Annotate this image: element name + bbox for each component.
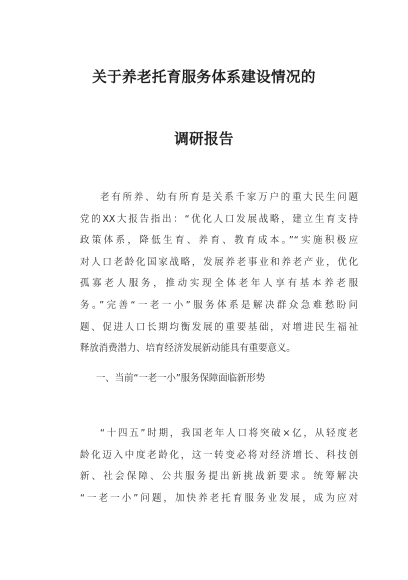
document-title-line2: 调研报告: [174, 132, 234, 148]
paragraph-line: 龄化迈入中度老龄化，这一转变必将对经济增长、科技创: [80, 449, 358, 461]
section-heading: 一、当前“一老一小”服务保障面临新形势: [96, 373, 266, 384]
paragraph-line: “一老一小”问题，加快养老托育服务业发展，成为应对: [80, 492, 358, 504]
paragraph-line: 老有所养、幼有所育是关系千家万户的重大民生问题: [100, 192, 358, 203]
paragraph-line: 政策体系，降低生育、养育、教育成本。”“实施积极应: [80, 235, 358, 247]
paragraph-line: 对人口老龄化国家战略，发展养老事业和养老产业，优化: [80, 256, 358, 268]
paragraph-line: 题、促进人口长期均衡发展的重要基础，对增进民生福祉: [80, 321, 358, 333]
paragraph-line: 务。”完善“一老一小”服务体系是解决群众急难愁盼问: [80, 299, 358, 311]
paragraph-situation: [80, 423, 358, 509]
paragraph-line: 释放消费潜力、培育经济发展新动能具有重要意义。: [80, 343, 296, 355]
paragraph-line: 新、社会保障、公共服务提出新挑战新要求。统筹解决: [80, 471, 358, 483]
paragraph-intro: [80, 187, 358, 360]
paragraph-line: 党的XX大报告指出：“优化人口发展战略，建立生育支持: [80, 213, 358, 225]
paragraph-line: “十四五”时期，我国老年人口将突破×亿，从轻度老: [100, 428, 358, 439]
paragraph-line: 孤寡老人服务，推动实现全体老年人享有基本养老服: [80, 278, 358, 290]
document-title-line1: 关于养老托育服务体系建设情况的: [92, 70, 316, 86]
